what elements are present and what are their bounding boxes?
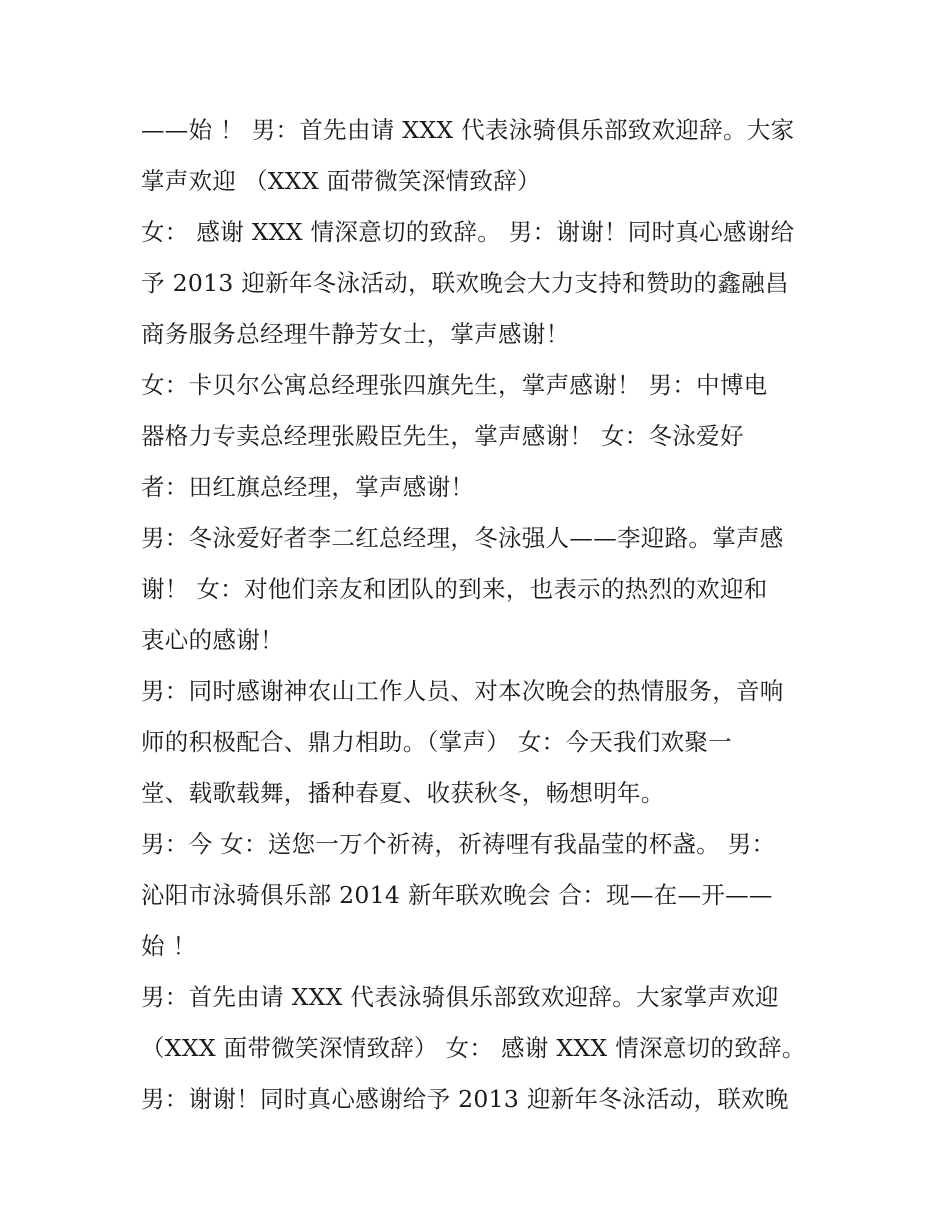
text-line: 掌声欢迎 （XXX 面带微笑深情致辞） — [141, 167, 541, 195]
text-line: 始 ！ — [141, 932, 197, 960]
text-line: 男：首先由请 XXX 代表泳骑俱乐部致欢迎辞。大家掌声欢迎 — [141, 983, 779, 1011]
text-line: 谢！ 女：对他们亲友和团队的到来，也表示的热烈的欢迎和 — [141, 575, 768, 603]
text-line: 师的积极配合、鼎力相助。（掌声） 女：今天我们欢聚一 — [141, 728, 733, 756]
text-line: 男：谢谢！同时真心感谢给予 2013 迎新年冬泳活动，联欢晚 — [141, 1085, 789, 1113]
text-line: 堂、载歌载舞，播种春夏、收获秋冬，畅想明年。 — [141, 779, 665, 807]
text-line: ——始 ！ 男：首先由请 XXX 代表泳骑俱乐部致欢迎辞。大家 — [141, 116, 795, 144]
text-line: 女： 感谢 XXX 情深意切的致辞。 男：谢谢！同时真心感谢给 — [141, 218, 795, 246]
text-line: 沁阳市泳骑俱乐部 2014 新年联欢晚会 合：现—在—开—— — [141, 881, 773, 909]
text-line: 衷心的感谢！ — [141, 626, 284, 654]
text-line: 者：田红旗总经理，掌声感谢！ — [141, 473, 475, 501]
text-line: 男：今 女：送您一万个祈祷，祈祷哩有我晶莹的杯盏。 男： — [141, 830, 776, 858]
text-line: 男：冬泳爱好者李二红总经理，冬泳强人——李迎路。掌声感 — [141, 524, 784, 552]
text-line: 予 2013 迎新年冬泳活动，联欢晚会大力支持和赞助的鑫融昌 — [141, 269, 789, 297]
text-line: 男：同时感谢神农山工作人员、对本次晚会的热情服务，音响 — [141, 677, 784, 705]
document-body — [141, 107, 831, 1127]
text-line: （XXX 面带微笑深情致辞） 女： 感谢 XXX 情深意切的致辞。 — [141, 1034, 806, 1062]
text-line: 女：卡贝尔公寓总经理张四旗先生，掌声感谢！ 男：中博电 — [141, 371, 768, 399]
text-line: 商务服务总经理牛静芳女士，掌声感谢！ — [141, 320, 570, 348]
text-line: 器格力专卖总经理张殿臣先生，掌声感谢！ 女：冬泳爱好 — [141, 422, 744, 450]
